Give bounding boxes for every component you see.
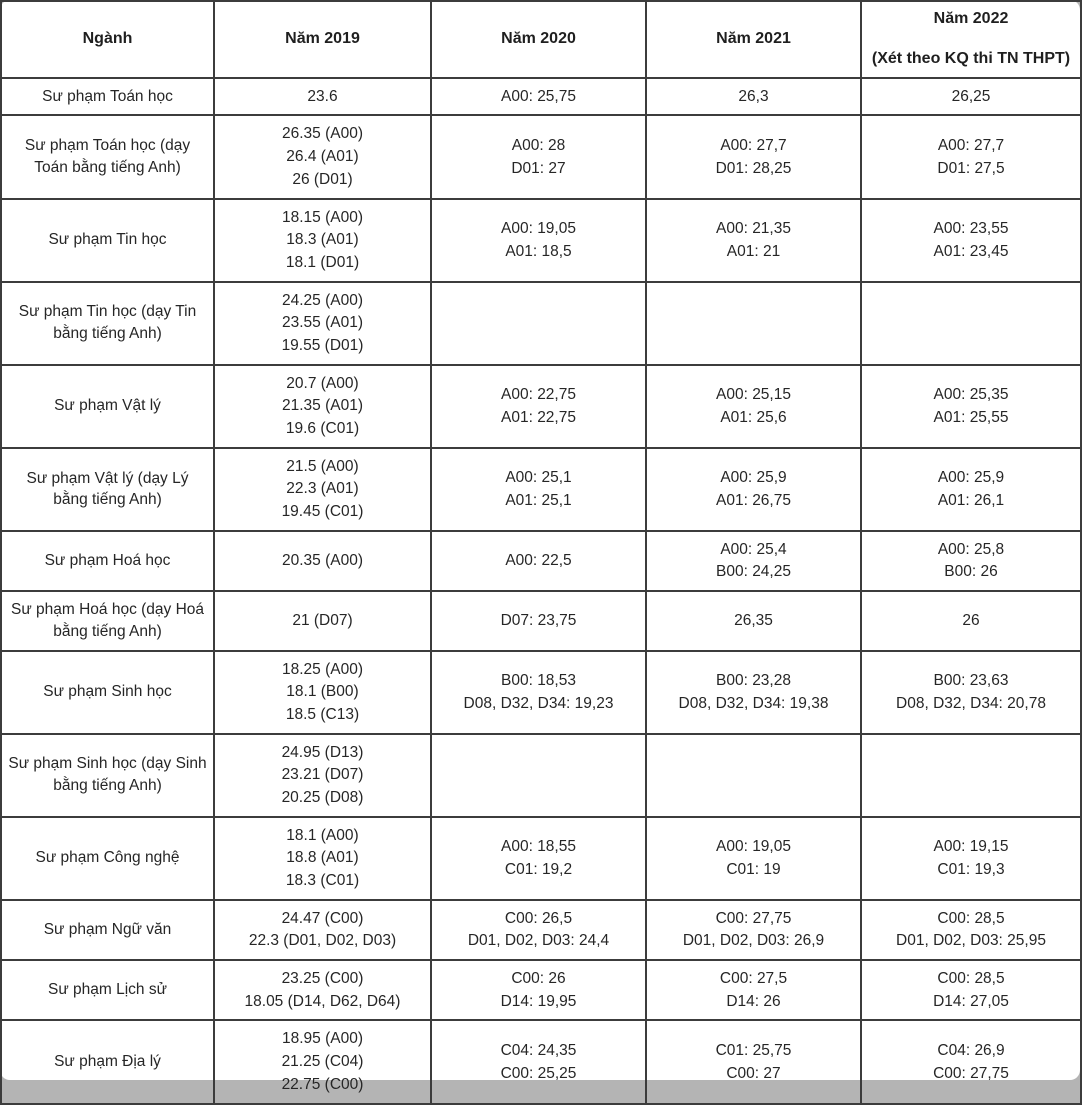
- score-cell: [431, 817, 646, 900]
- cell-line: 20.25 (D08): [281, 788, 364, 806]
- cell-line: D08, D32, D34: 19,38: [678, 694, 829, 712]
- score-cell: [861, 734, 1081, 817]
- table-row: [1, 591, 1081, 650]
- major-name-cell: [1, 531, 214, 591]
- cell-line: C01: 19,3: [937, 860, 1005, 878]
- table-head: [1, 1, 1081, 78]
- table-body: [1, 78, 1081, 1104]
- score-cell: [646, 448, 861, 531]
- score-cell: [214, 591, 431, 650]
- cell-line: 26: [962, 612, 980, 629]
- cell-line: B00: 24,25: [716, 563, 791, 581]
- cell-line: 23.25 (C00): [281, 970, 364, 988]
- table-row: [1, 531, 1081, 591]
- col-header-4: [861, 1, 1081, 78]
- major-name-cell: [1, 900, 214, 960]
- cell-line: C00: 27,5: [719, 970, 788, 988]
- cell-line: Sư phạm Vật lý: [54, 397, 161, 415]
- cell-line: 24.25 (A00): [282, 291, 363, 309]
- score-cell: [646, 817, 861, 900]
- major-name-cell: [1, 591, 214, 650]
- cell-line: A00: 27,7: [720, 136, 787, 154]
- score-cell: [214, 115, 431, 198]
- score-cell: [646, 282, 861, 365]
- cell-line: A00: 25,15: [716, 386, 791, 403]
- score-cell: [214, 531, 431, 591]
- cell-line: C00: 28,5: [937, 909, 1005, 927]
- table-row: [1, 365, 1081, 448]
- cell-line: 23.21 (D07): [281, 766, 364, 784]
- score-cell: [646, 960, 861, 1020]
- cell-line: C00: 25,25: [500, 1064, 577, 1082]
- cell-line: 21.5 (A00): [286, 457, 359, 475]
- score-cell: [431, 115, 646, 198]
- score-cell: [431, 591, 646, 650]
- cell-line: A00: 23,55: [933, 219, 1009, 237]
- col-header-line: Năm 2020: [501, 30, 576, 48]
- cell-line: C00: 28,5: [937, 970, 1005, 988]
- major-name-cell: [1, 115, 214, 198]
- cell-line: 26.4 (A01): [286, 148, 359, 166]
- cell-line: A00: 19,05: [716, 838, 791, 855]
- cell-line: D14: 27,05: [933, 992, 1009, 1010]
- cell-line: A00: 25,9: [720, 469, 787, 487]
- cell-line: A00: 21,35: [716, 219, 791, 237]
- score-cell: [431, 448, 646, 531]
- cell-line: 19.45 (C01): [281, 503, 364, 521]
- cell-line: 22.3 (A01): [286, 480, 359, 498]
- score-cell: [431, 78, 646, 116]
- cell-line: 20.35 (A00): [282, 552, 363, 570]
- col-header-line: Năm 2019: [285, 30, 360, 48]
- cell-line: Sư phạm Hoá học: [44, 552, 171, 570]
- major-name-cell: [1, 365, 214, 448]
- cell-line: C00: 26: [511, 970, 566, 988]
- cell-line: D01: 27: [511, 159, 566, 177]
- cell-line: D07: 23,75: [500, 612, 577, 629]
- major-name-cell: [1, 734, 214, 817]
- cell-line: D14: 26: [726, 992, 781, 1010]
- table-header-row: [1, 1, 1081, 78]
- score-cell: [431, 1020, 646, 1103]
- score-cell: [431, 651, 646, 734]
- score-cell: [214, 1020, 431, 1103]
- major-name-cell: [1, 78, 214, 116]
- col-header-line: Năm 2021: [716, 30, 791, 48]
- cell-line: 22.3 (D01, D02, D03): [248, 932, 397, 950]
- cell-line: 20.7 (A00): [286, 374, 359, 392]
- score-cell: [861, 960, 1081, 1020]
- score-cell: [646, 1020, 861, 1103]
- cell-line: Sư phạm Hoá học (dạy Hoá bằng tiếng Anh): [10, 601, 205, 640]
- cell-line: A01: 25,1: [505, 491, 572, 509]
- cell-line: A00: 25,75: [501, 87, 576, 105]
- score-cell: [646, 115, 861, 198]
- cell-line: Sư phạm Ngữ văn: [43, 921, 172, 939]
- cell-line: 26,3: [738, 87, 769, 105]
- score-cell: [861, 448, 1081, 531]
- cell-line: A00: 18,55: [501, 838, 576, 855]
- cell-line: 24.95 (D13): [281, 743, 364, 761]
- major-name-cell: [1, 960, 214, 1020]
- cell-line: 19.55 (D01): [281, 336, 364, 354]
- cell-line: A00: 27,7: [937, 136, 1005, 154]
- cell-line: Sư phạm Toán học (dạy Toán bằng tiếng Anh): [24, 137, 191, 176]
- cell-line: A01: 23,45: [933, 242, 1009, 260]
- cell-line: D01: 28,25: [715, 159, 792, 177]
- cell-line: 22.75 (C00): [281, 1075, 364, 1093]
- score-cell: [646, 734, 861, 817]
- cell-line: 21.35 (A01): [282, 397, 363, 415]
- table-row: [1, 448, 1081, 531]
- cell-line: A01: 25,6: [720, 408, 787, 426]
- score-cell: [861, 651, 1081, 734]
- cell-line: A01: 22,75: [501, 408, 576, 426]
- cell-line: B00: 26: [944, 563, 998, 581]
- cell-line: 23.6: [307, 87, 338, 105]
- score-cell: [431, 199, 646, 282]
- cell-line: C01: 19: [726, 860, 781, 878]
- table-row: [1, 960, 1081, 1020]
- cell-line: 18.05 (D14, D62, D64): [244, 992, 401, 1010]
- score-cell: [214, 734, 431, 817]
- col-header-0: [1, 1, 214, 78]
- score-cell: [214, 817, 431, 900]
- score-cell: [214, 282, 431, 365]
- score-cell: [214, 900, 431, 960]
- cell-line: 18.25 (A00): [282, 660, 363, 678]
- score-cell: [861, 199, 1081, 282]
- major-name-cell: [1, 199, 214, 282]
- col-header-line: Ngành: [82, 30, 133, 48]
- score-cell: [646, 365, 861, 448]
- col-header-line: Năm 2022: [933, 10, 1009, 27]
- cell-line: D08, D32, D34: 20,78: [896, 694, 1046, 712]
- cell-line: C04: 24,35: [500, 1041, 577, 1059]
- table-row: [1, 900, 1081, 960]
- score-cell: [214, 448, 431, 531]
- score-cell: [646, 651, 861, 734]
- cell-line: 18.5 (C13): [285, 705, 360, 723]
- score-cell: [861, 531, 1081, 591]
- cell-line: D08, D32, D34: 19,23: [463, 694, 614, 712]
- cell-line: C01: 19,2: [504, 860, 573, 878]
- score-cell: [646, 199, 861, 282]
- cell-line: Sư phạm Tin học (dạy Tin bằng tiếng Anh): [18, 303, 197, 343]
- cell-line: A00: 25,9: [937, 469, 1005, 487]
- score-cell: [214, 365, 431, 448]
- score-cell: [646, 78, 861, 116]
- cell-line: A00: 19,15: [933, 838, 1009, 855]
- cell-line: Sư phạm Tin học: [48, 231, 167, 249]
- cell-line: A00: 25,1: [505, 469, 572, 487]
- score-cell: [861, 78, 1081, 116]
- cell-line: A01: 18,5: [505, 242, 572, 260]
- col-header-1: [214, 1, 431, 78]
- cell-line: A00: 19,05: [501, 219, 576, 237]
- cell-line: 23.55 (A01): [282, 314, 363, 332]
- table-row: [1, 78, 1081, 116]
- major-name-cell: [1, 817, 214, 900]
- score-cell: [431, 734, 646, 817]
- score-cell: [646, 900, 861, 960]
- cell-line: Sư phạm Vật lý (dạy Lý bằng tiếng Anh): [26, 469, 189, 509]
- cell-line: D01, D02, D03: 26,9: [682, 932, 825, 950]
- cell-line: C00: 27: [726, 1064, 781, 1082]
- cell-line: A00: 25,35: [933, 386, 1009, 403]
- cell-line: C00: 26,5: [504, 909, 573, 927]
- cell-line: Sư phạm Toán học: [42, 87, 173, 105]
- cell-line: Sư phạm Sinh học: [43, 683, 172, 701]
- cell-line: D01, D02, D03: 25,95: [896, 932, 1046, 950]
- cell-line: 18.1 (A00): [286, 826, 359, 844]
- cell-line: Sư phạm Sinh học (dạy Sinh bằng tiếng Anh): [8, 755, 207, 795]
- score-cell: [431, 365, 646, 448]
- table-row: [1, 734, 1081, 817]
- score-cell: [431, 282, 646, 365]
- cell-line: C00: 27,75: [933, 1064, 1009, 1082]
- score-cell: [861, 591, 1081, 650]
- cell-line: 21 (D07): [292, 612, 353, 629]
- score-cell: [214, 199, 431, 282]
- table-row: [1, 115, 1081, 198]
- cell-line: 18.15 (A00): [282, 208, 363, 226]
- cell-line: 18.3 (C01): [285, 872, 360, 890]
- cell-line: 19.6 (C01): [285, 420, 360, 438]
- score-cell: [214, 78, 431, 116]
- cell-line: D14: 19,95: [500, 992, 577, 1010]
- score-cell: [431, 960, 646, 1020]
- cell-line: A00: 25,8: [937, 540, 1005, 558]
- cell-line: 26.35 (A00): [282, 125, 363, 143]
- table-row: [1, 282, 1081, 365]
- major-name-cell: [1, 448, 214, 531]
- cell-line: A00: 28: [511, 136, 566, 154]
- cell-line: 18.1 (B00): [286, 683, 359, 701]
- cell-line: 18.8 (A01): [286, 849, 359, 867]
- score-cell: [431, 531, 646, 591]
- cell-line: 26,25: [951, 87, 991, 105]
- cell-line: 26,35: [734, 612, 773, 629]
- score-cell: [214, 651, 431, 734]
- cell-line: C04: 26,9: [937, 1041, 1005, 1059]
- table-row: [1, 1020, 1081, 1103]
- cell-line: 24.47 (C00): [281, 909, 364, 927]
- major-name-cell: [1, 651, 214, 734]
- score-cell: [861, 365, 1081, 448]
- cell-line: B00: 18,53: [501, 671, 576, 689]
- cell-line: A01: 26,1: [937, 491, 1005, 509]
- table-row: [1, 651, 1081, 734]
- cell-line: C01: 25,75: [715, 1041, 792, 1059]
- cell-line: D01: 27,5: [937, 159, 1005, 177]
- cell-line: 18.95 (A00): [282, 1030, 363, 1048]
- cell-line: A01: 25,55: [933, 408, 1009, 426]
- score-cell: [861, 817, 1081, 900]
- cell-line: 18.3 (A01): [286, 231, 359, 249]
- cell-line: A00: 22,75: [501, 386, 576, 403]
- major-name-cell: [1, 282, 214, 365]
- cell-line: A00: 22,5: [505, 552, 572, 570]
- col-header-3: [646, 1, 861, 78]
- cell-line: A01: 21: [726, 242, 781, 260]
- table-row: [1, 817, 1081, 900]
- cell-line: Sư phạm Địa lý: [54, 1053, 161, 1071]
- cell-line: B00: 23,28: [716, 671, 791, 689]
- col-header-line: (Xét theo KQ thi TN THPT): [871, 50, 1071, 68]
- cell-line: C00: 27,75: [715, 909, 792, 927]
- cell-line: Sư phạm Công nghệ: [35, 849, 180, 867]
- score-cell: [646, 531, 861, 591]
- cell-line: A01: 26,75: [716, 491, 791, 509]
- table-row: [1, 199, 1081, 282]
- cell-line: 18.1 (D01): [285, 253, 360, 271]
- score-cell: [861, 282, 1081, 365]
- cell-line: Sư phạm Lịch sử: [48, 981, 167, 999]
- score-cell: [861, 900, 1081, 960]
- cell-line: 26 (D01): [292, 170, 353, 188]
- cell-line: D01, D02, D03: 24,4: [467, 932, 610, 950]
- score-cell: [861, 1020, 1081, 1103]
- score-cell: [431, 900, 646, 960]
- score-cell: [646, 591, 861, 650]
- score-cell: [214, 960, 431, 1020]
- cell-line: B00: 23,63: [933, 671, 1009, 689]
- major-name-cell: [1, 1020, 214, 1103]
- cell-line: A00: 25,4: [720, 540, 787, 558]
- score-cell: [861, 115, 1081, 198]
- cell-line: 21.25 (C04): [281, 1053, 364, 1071]
- col-header-2: [431, 1, 646, 78]
